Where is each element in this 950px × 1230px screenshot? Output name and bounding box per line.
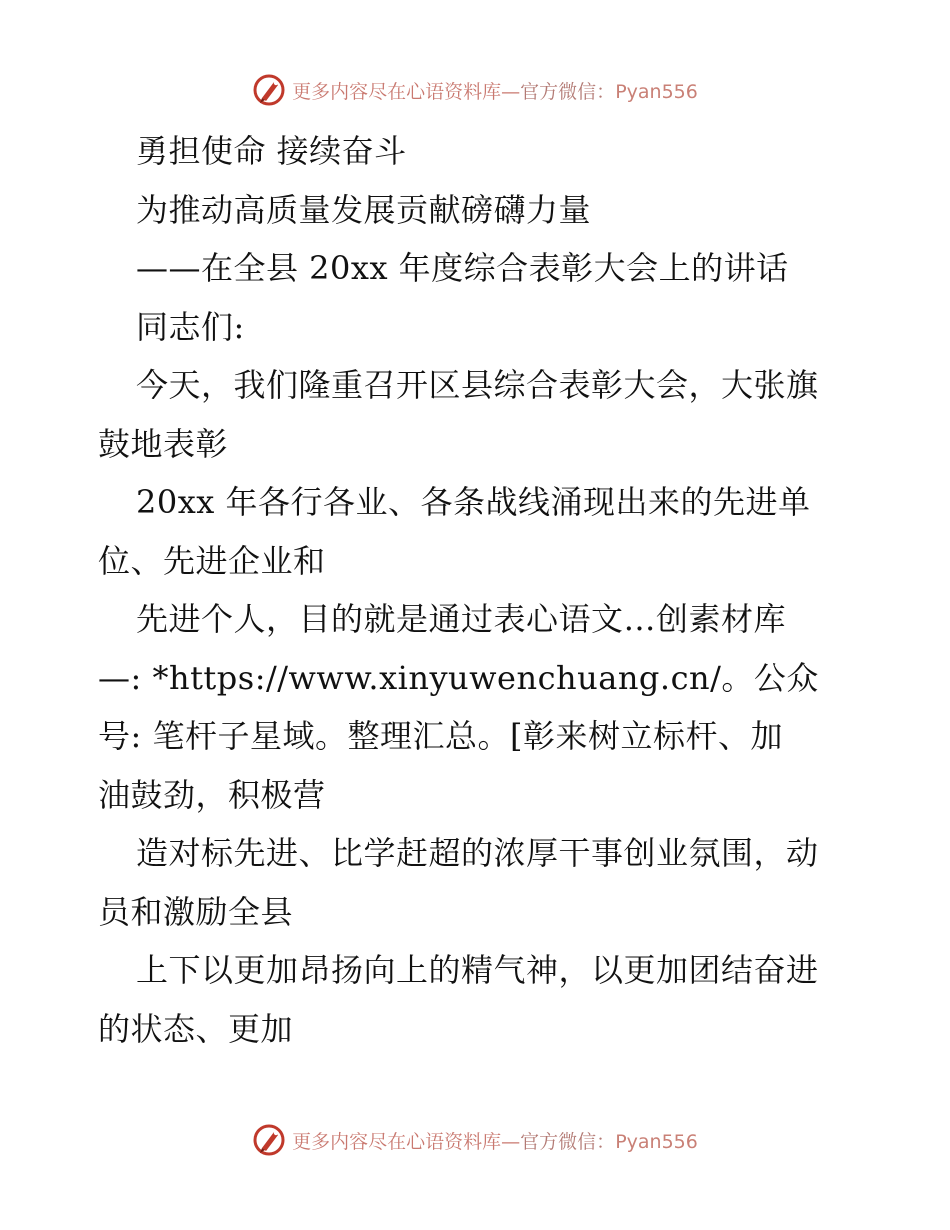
- footer-site-text: 更多内容尽在心语资料库: [292, 1130, 502, 1153]
- doc-line: 位、先进企业和: [98, 541, 326, 580]
- document-body: [98, 122, 858, 1058]
- footer-wechat-id: Pyan556: [615, 1130, 698, 1153]
- doc-line: 号: 笔杆子星域。整理汇总。[彰来树立标杆、加: [98, 717, 783, 755]
- doc-line: 先进个人，目的就是通过表心语文…创素材库: [136, 600, 787, 638]
- doc-line: 的状态、更加: [98, 1009, 294, 1048]
- header-banner-text: [292, 77, 698, 104]
- footer-wechat-label: 官方微信：: [520, 1130, 616, 1153]
- footer-dash: —: [501, 1130, 521, 1153]
- footer-banner-text: [292, 1127, 698, 1154]
- header-watermark-banner: [0, 70, 950, 110]
- doc-line: 油鼓劲，积极营: [98, 775, 326, 814]
- doc-line: 今天，我们隆重召开区县综合表彰大会，大张旗: [136, 366, 819, 404]
- doc-line: 员和激励全县: [98, 892, 294, 931]
- doc-line-subtitle: 为推动高质量发展贡献磅礴力量: [136, 190, 592, 229]
- header-dash: —: [501, 80, 521, 103]
- doc-line-speech-occasion: ——在全县 20xx 年度综合表彰大会上的讲话: [136, 249, 789, 287]
- pen-logo-icon: [252, 73, 286, 107]
- header-site-text: 更多内容尽在心语资料库: [292, 80, 502, 103]
- doc-line: 鼓地表彰: [98, 424, 229, 463]
- header-wechat-label: 官方微信：: [520, 80, 616, 103]
- doc-line: 上下以更加昂扬向上的精气神，以更加团结奋进: [136, 951, 819, 989]
- pen-logo-icon: [252, 1123, 286, 1157]
- doc-line-salutation: 同志们:: [136, 307, 245, 346]
- doc-line-title: 勇担使命 接续奋斗: [136, 132, 407, 170]
- doc-line: 20xx 年各行各业、各条战线涌现出来的先进单: [136, 483, 811, 521]
- doc-line: —: *https://www.xinyuwenchuang.cn/。公众: [98, 658, 819, 697]
- footer-watermark-banner: [0, 1120, 950, 1160]
- header-wechat-id: Pyan556: [615, 80, 698, 103]
- doc-line: 造对标先进、比学赶超的浓厚干事创业氛围，动: [136, 834, 819, 872]
